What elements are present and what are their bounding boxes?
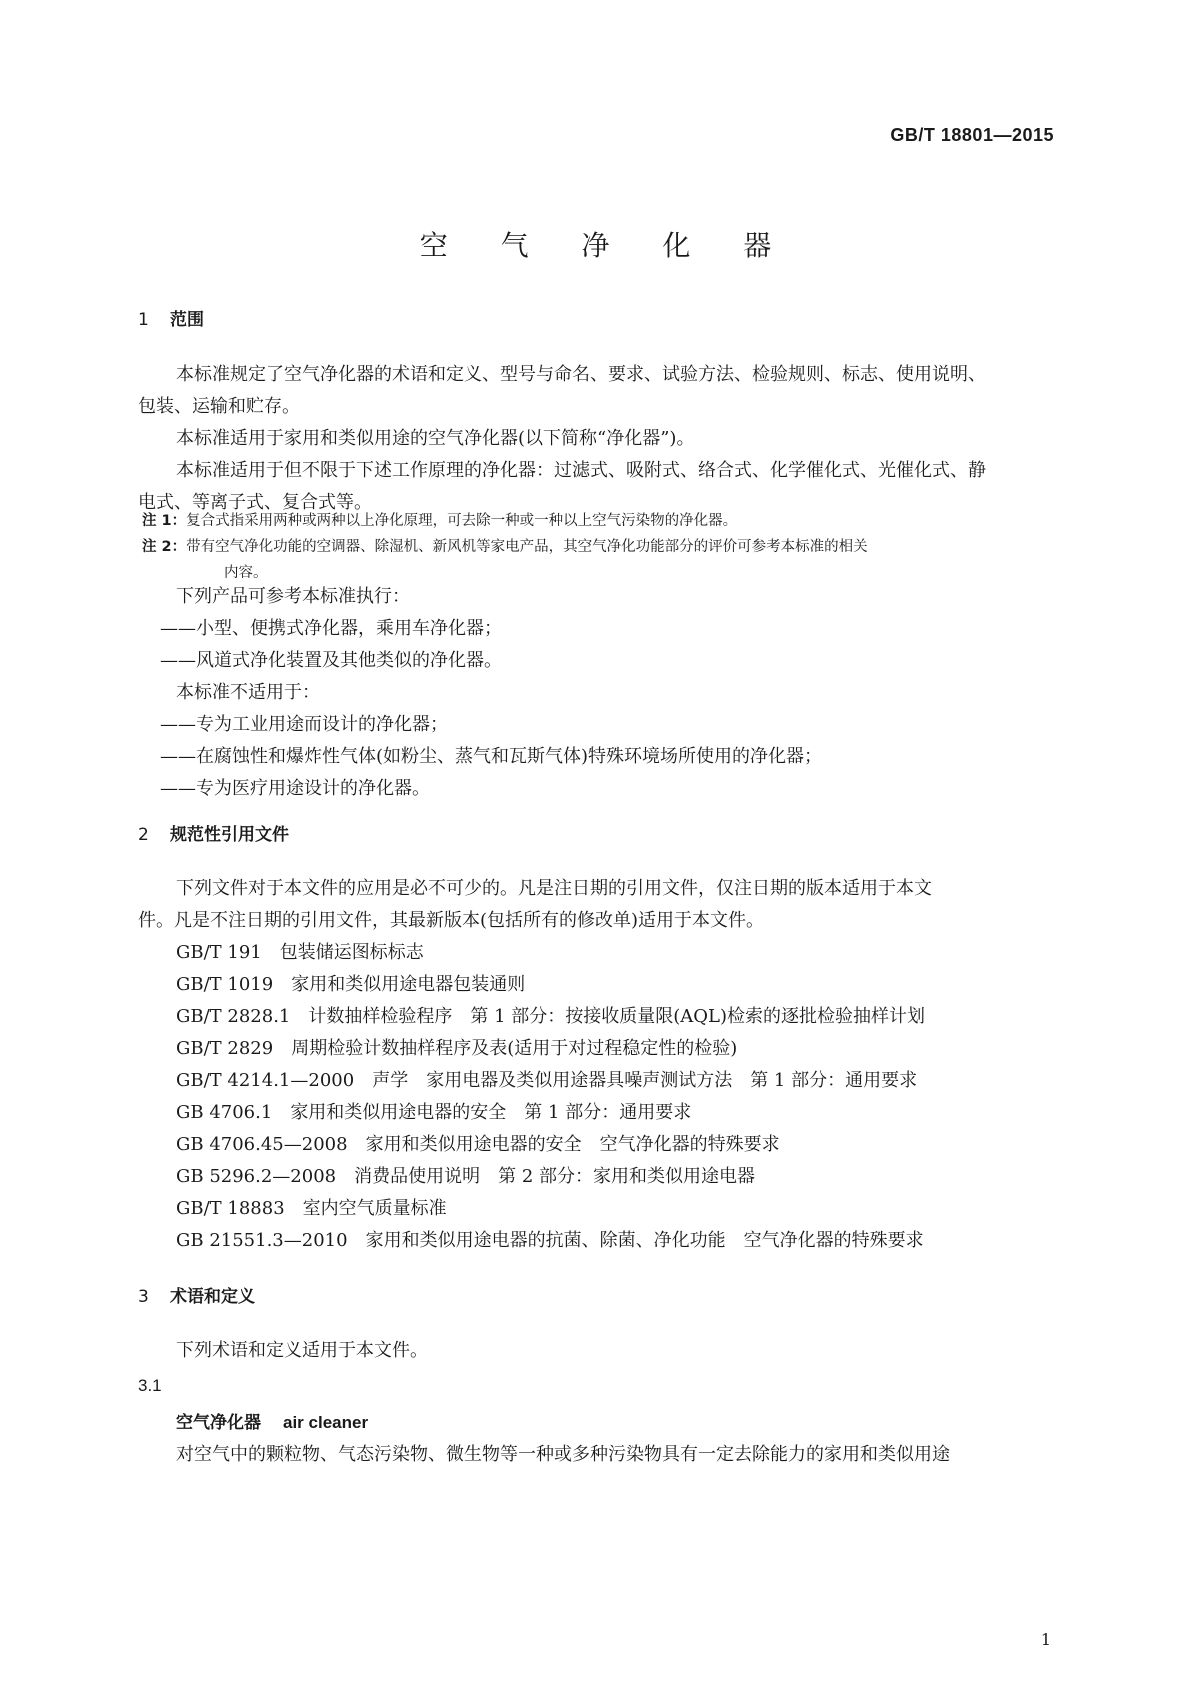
list-item: ——小型、便携式净化器，乘用车净化器； bbox=[160, 618, 502, 639]
note-1 bbox=[138, 508, 1064, 534]
page-number: 1 bbox=[1040, 1630, 1051, 1649]
note-1-label: 注 1： bbox=[142, 513, 187, 529]
section-1-heading bbox=[138, 305, 204, 330]
section-3-heading bbox=[138, 1282, 255, 1307]
reference-entry bbox=[176, 1226, 924, 1252]
note-2-continuation: 内容。 bbox=[224, 565, 268, 581]
document-title: 空 气 净 化 器 bbox=[419, 229, 794, 262]
reference-code: GB 5296.2—2008 bbox=[176, 1166, 337, 1187]
term-english: air cleaner bbox=[283, 1413, 369, 1432]
reference-title: 家用和类似用途电器的安全 空气净化器的特殊要求 bbox=[365, 1134, 780, 1155]
list-item: ——风道式净化装置及其他类似的净化器。 bbox=[160, 650, 502, 671]
reference-code: GB 4706.45—2008 bbox=[176, 1134, 348, 1155]
section-3-intro: 下列术语和定义适用于本文件。 bbox=[176, 1340, 428, 1361]
reference-title: 家用和类似用途电器包装通则 bbox=[291, 974, 526, 995]
reference-entry bbox=[176, 938, 424, 964]
reference-title: 室内空气质量标准 bbox=[302, 1198, 447, 1219]
reference-title: 声学 家用电器及类似用途器具噪声测试方法 第 1 部分：通用要求 bbox=[372, 1070, 918, 1091]
reference-title: 周期检验计数抽样程序及表(适用于对过程稳定性的检验) bbox=[291, 1038, 738, 1059]
section-2-para-line1: 下列文件对于本文件的应用是必不可少的。凡是注日期的引用文件，仅注日期的版本适用于本文 bbox=[176, 878, 932, 899]
reference-code: GB/T 18883 bbox=[176, 1198, 285, 1219]
exclusions-intro: 本标准不适用于： bbox=[176, 682, 320, 703]
reference-title: 计数抽样检验程序 第 1 部分：按接收质量限(AQL)检索的逐批检验抽样计划 bbox=[308, 1006, 926, 1027]
list-item: ——在腐蚀性和爆炸性气体(如粉尘、蒸气和瓦斯气体)特殊环境场所使用的净化器； bbox=[160, 746, 823, 767]
section-1-para3-line2: 电式、等离子式、复合式等。 bbox=[138, 492, 372, 513]
reference-title: 家用和类似用途电器的抗菌、除菌、净化功能 空气净化器的特殊要求 bbox=[365, 1230, 924, 1251]
note-1-text: 复合式指采用两种或两种以上净化原理，可去除一种或一种以上空气污染物的净化器。 bbox=[186, 513, 738, 529]
term-heading bbox=[176, 1408, 368, 1433]
reference-entry bbox=[176, 1066, 917, 1092]
reference-entry bbox=[176, 1162, 755, 1188]
section-1-title: 范围 bbox=[170, 310, 204, 330]
section-1-para2: 本标准适用于家用和类似用途的空气净化器(以下简称“净化器”)。 bbox=[176, 428, 695, 449]
reference-code: GB/T 1019 bbox=[176, 974, 274, 995]
section-2-number: 2 bbox=[138, 825, 149, 845]
reference-code: GB 4706.1 bbox=[176, 1102, 273, 1123]
reference-entry bbox=[176, 1098, 691, 1124]
reference-code: GB 21551.3—2010 bbox=[176, 1230, 348, 1251]
term-chinese: 空气净化器 bbox=[176, 1413, 261, 1433]
reference-code: GB/T 191 bbox=[176, 942, 262, 963]
reference-products-intro: 下列产品可参考本标准执行： bbox=[176, 586, 410, 607]
reference-title: 包装储运图标标志 bbox=[279, 942, 424, 963]
reference-entry bbox=[176, 1194, 447, 1220]
list-item: ——专为医疗用途设计的净化器。 bbox=[160, 778, 430, 799]
section-1-para3-line1: 本标准适用于但不限于下述工作原理的净化器：过滤式、吸附式、络合式、化学催化式、光催化式、静 bbox=[176, 460, 986, 481]
list-item: ——专为工业用途而设计的净化器； bbox=[160, 714, 448, 735]
reference-code: GB/T 2829 bbox=[176, 1038, 274, 1059]
note-2 bbox=[138, 534, 1064, 586]
section-3-title: 术语和定义 bbox=[170, 1287, 255, 1307]
section-2-title: 规范性引用文件 bbox=[170, 825, 289, 845]
reference-entry bbox=[176, 970, 525, 996]
reference-title: 家用和类似用途电器的安全 第 1 部分：通用要求 bbox=[290, 1102, 692, 1123]
reference-entry bbox=[176, 1002, 925, 1028]
reference-entry bbox=[176, 1130, 780, 1156]
reference-code: GB/T 4214.1—2000 bbox=[176, 1070, 355, 1091]
section-1-para1-line2: 包装、运输和贮存。 bbox=[138, 396, 300, 417]
term-number: 3.1 bbox=[138, 1376, 162, 1395]
term-definition: 对空气中的颗粒物、气态污染物、微生物等一种或多种污染物具有一定去除能力的家用和类似用途 bbox=[176, 1444, 950, 1465]
reference-code: GB/T 2828.1 bbox=[176, 1006, 291, 1027]
section-2-para-line2: 件。凡是不注日期的引用文件，其最新版本(包括所有的修改单)适用于本文件。 bbox=[138, 910, 765, 931]
note-2-label: 注 2： bbox=[142, 539, 187, 555]
standard-number: GB/T 18801—2015 bbox=[890, 125, 1054, 145]
section-3-number: 3 bbox=[138, 1287, 149, 1307]
note-2-text: 带有空气净化功能的空调器、除湿机、新风机等家电产品，其空气净化功能部分的评价可参考本标准的相关 bbox=[186, 539, 868, 555]
section-1-number: 1 bbox=[138, 310, 149, 330]
section-1-para1-line1: 本标准规定了空气净化器的术语和定义、型号与命名、要求、试验方法、检验规则、标志、使用说明、 bbox=[176, 364, 986, 385]
section-2-heading bbox=[138, 820, 289, 845]
reference-title: 消费品使用说明 第 2 部分：家用和类似用途电器 bbox=[354, 1166, 756, 1187]
reference-entry bbox=[176, 1034, 737, 1060]
